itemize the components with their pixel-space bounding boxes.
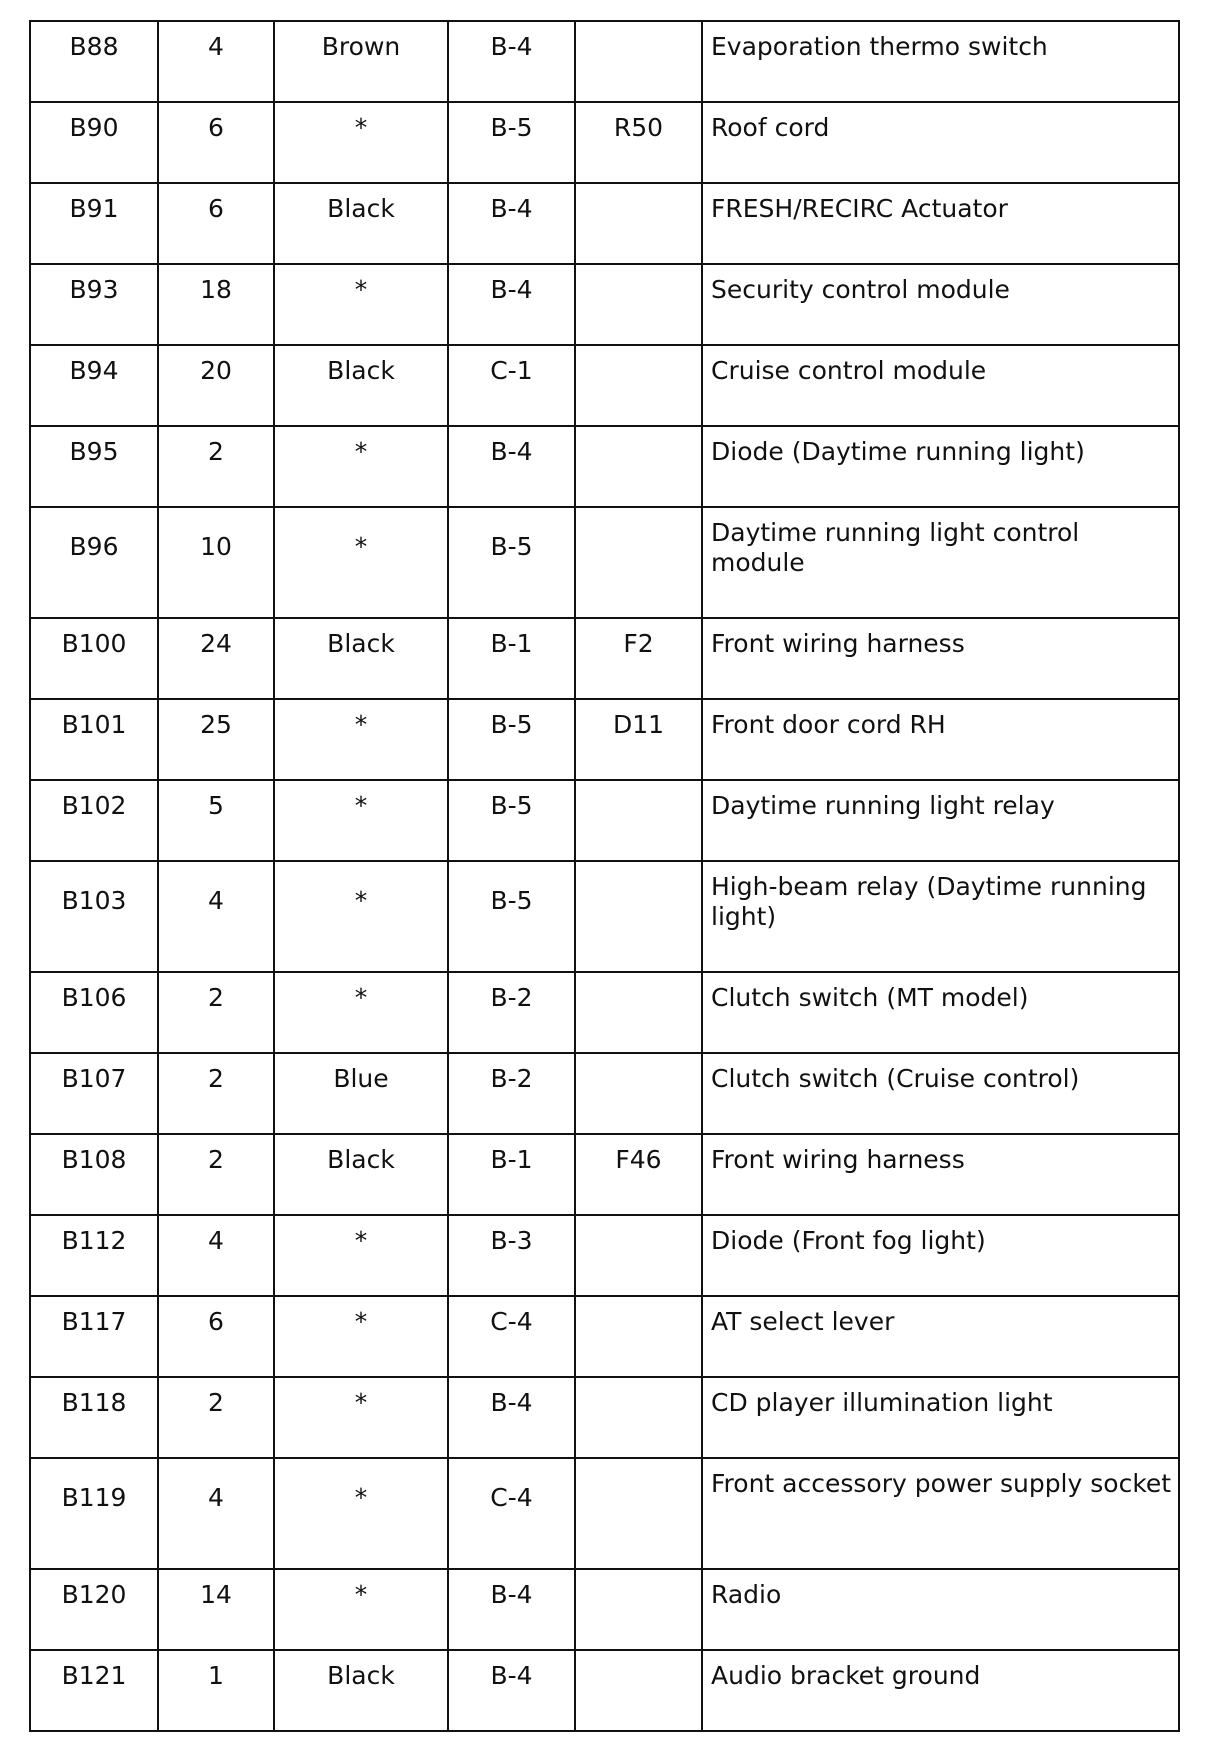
pins-cell: 18 <box>158 264 274 345</box>
pins-cell: 24 <box>158 618 274 699</box>
pair-cell <box>575 1053 702 1134</box>
pins-cell: 14 <box>158 1569 274 1650</box>
table-row <box>30 1569 1179 1650</box>
table-row <box>30 21 1179 102</box>
color-cell: Brown <box>274 21 448 102</box>
pins-cell: 4 <box>158 21 274 102</box>
description-cell: Radio <box>702 1569 1179 1650</box>
pair-cell: F46 <box>575 1134 702 1215</box>
connector-cell: B102 <box>30 780 158 861</box>
grid-cell: B-2 <box>448 972 575 1053</box>
description-cell: Daytime running light control module <box>702 507 1179 618</box>
description-cell: Cruise control module <box>702 345 1179 426</box>
pins-cell: 10 <box>158 507 274 618</box>
color-cell: * <box>274 264 448 345</box>
table-row <box>30 264 1179 345</box>
color-cell: * <box>274 780 448 861</box>
description-cell: High-beam relay (Daytime running light) <box>702 861 1179 972</box>
connector-cell: B119 <box>30 1458 158 1569</box>
grid-cell: B-3 <box>448 1215 575 1296</box>
pair-cell <box>575 1458 702 1569</box>
connector-cell: B103 <box>30 861 158 972</box>
connector-cell: B90 <box>30 102 158 183</box>
grid-cell: B-5 <box>448 780 575 861</box>
connector-cell: B118 <box>30 1377 158 1458</box>
description-cell: Front accessory power supply socket <box>702 1458 1179 1569</box>
pair-cell <box>575 1377 702 1458</box>
pair-cell: R50 <box>575 102 702 183</box>
table-row <box>30 507 1179 618</box>
connector-cell: B100 <box>30 618 158 699</box>
connector-cell: B112 <box>30 1215 158 1296</box>
description-cell: Diode (Daytime running light) <box>702 426 1179 507</box>
grid-cell: B-4 <box>448 21 575 102</box>
pair-cell <box>575 264 702 345</box>
table-row <box>30 699 1179 780</box>
connector-cell: B117 <box>30 1296 158 1377</box>
connector-cell: B101 <box>30 699 158 780</box>
connector-cell: B93 <box>30 264 158 345</box>
table-row <box>30 1053 1179 1134</box>
pins-cell: 4 <box>158 1215 274 1296</box>
description-cell: Security control module <box>702 264 1179 345</box>
grid-cell: C-4 <box>448 1296 575 1377</box>
pair-cell <box>575 507 702 618</box>
table-row <box>30 102 1179 183</box>
pair-cell <box>575 972 702 1053</box>
pins-cell: 20 <box>158 345 274 426</box>
pins-cell: 2 <box>158 426 274 507</box>
table-row <box>30 1458 1179 1569</box>
table-row <box>30 183 1179 264</box>
pair-cell <box>575 426 702 507</box>
connector-cell: B108 <box>30 1134 158 1215</box>
pair-cell <box>575 780 702 861</box>
table-row <box>30 618 1179 699</box>
color-cell: * <box>274 699 448 780</box>
description-cell: Clutch switch (Cruise control) <box>702 1053 1179 1134</box>
pins-cell: 6 <box>158 183 274 264</box>
pins-cell: 6 <box>158 1296 274 1377</box>
grid-cell: B-4 <box>448 264 575 345</box>
table-row <box>30 1215 1179 1296</box>
pair-cell <box>575 1215 702 1296</box>
connector-cell: B88 <box>30 21 158 102</box>
description-cell: Clutch switch (MT model) <box>702 972 1179 1053</box>
color-cell: * <box>274 1377 448 1458</box>
table-row <box>30 861 1179 972</box>
connector-cell: B95 <box>30 426 158 507</box>
description-cell: Roof cord <box>702 102 1179 183</box>
pair-cell <box>575 1569 702 1650</box>
grid-cell: B-4 <box>448 183 575 264</box>
pair-cell: F2 <box>575 618 702 699</box>
color-cell: * <box>274 972 448 1053</box>
color-cell: * <box>274 507 448 618</box>
color-cell: * <box>274 426 448 507</box>
color-cell: * <box>274 861 448 972</box>
grid-cell: C-1 <box>448 345 575 426</box>
pair-cell: D11 <box>575 699 702 780</box>
description-cell: Front wiring harness <box>702 618 1179 699</box>
grid-cell: C-4 <box>448 1458 575 1569</box>
pins-cell: 5 <box>158 780 274 861</box>
pins-cell: 2 <box>158 1134 274 1215</box>
grid-cell: B-4 <box>448 1377 575 1458</box>
grid-cell: B-4 <box>448 1650 575 1731</box>
table-body <box>30 21 1179 1731</box>
pair-cell <box>575 861 702 972</box>
color-cell: * <box>274 102 448 183</box>
description-cell: Daytime running light relay <box>702 780 1179 861</box>
color-cell: Black <box>274 183 448 264</box>
table-row <box>30 972 1179 1053</box>
grid-cell: B-2 <box>448 1053 575 1134</box>
connector-cell: B96 <box>30 507 158 618</box>
grid-cell: B-5 <box>448 102 575 183</box>
connector-cell: B91 <box>30 183 158 264</box>
color-cell: * <box>274 1458 448 1569</box>
table-row <box>30 1296 1179 1377</box>
connector-table <box>29 20 1180 1732</box>
pins-cell: 2 <box>158 972 274 1053</box>
grid-cell: B-4 <box>448 426 575 507</box>
description-cell: AT select lever <box>702 1296 1179 1377</box>
pins-cell: 1 <box>158 1650 274 1731</box>
table-row <box>30 1377 1179 1458</box>
connector-cell: B107 <box>30 1053 158 1134</box>
connector-cell: B106 <box>30 972 158 1053</box>
connector-cell: B121 <box>30 1650 158 1731</box>
pair-cell <box>575 345 702 426</box>
pins-cell: 25 <box>158 699 274 780</box>
pair-cell <box>575 183 702 264</box>
color-cell: * <box>274 1215 448 1296</box>
pins-cell: 4 <box>158 1458 274 1569</box>
grid-cell: B-5 <box>448 861 575 972</box>
pair-cell <box>575 1650 702 1731</box>
table-row <box>30 1650 1179 1731</box>
description-cell: Front wiring harness <box>702 1134 1179 1215</box>
table-row <box>30 780 1179 861</box>
pair-cell <box>575 21 702 102</box>
grid-cell: B-1 <box>448 1134 575 1215</box>
grid-cell: B-4 <box>448 1569 575 1650</box>
color-cell: Black <box>274 1650 448 1731</box>
description-cell: FRESH/RECIRC Actuator <box>702 183 1179 264</box>
color-cell: Black <box>274 1134 448 1215</box>
pins-cell: 6 <box>158 102 274 183</box>
color-cell: * <box>274 1296 448 1377</box>
color-cell: Black <box>274 618 448 699</box>
grid-cell: B-5 <box>448 507 575 618</box>
table-row <box>30 1134 1179 1215</box>
description-cell: Audio bracket ground <box>702 1650 1179 1731</box>
pins-cell: 4 <box>158 861 274 972</box>
connector-cell: B120 <box>30 1569 158 1650</box>
color-cell: Black <box>274 345 448 426</box>
color-cell: Blue <box>274 1053 448 1134</box>
connector-cell: B94 <box>30 345 158 426</box>
color-cell: * <box>274 1569 448 1650</box>
description-cell: Front door cord RH <box>702 699 1179 780</box>
description-cell: Evaporation thermo switch <box>702 21 1179 102</box>
table-row <box>30 345 1179 426</box>
description-cell: CD player illumination light <box>702 1377 1179 1458</box>
grid-cell: B-1 <box>448 618 575 699</box>
pins-cell: 2 <box>158 1377 274 1458</box>
pair-cell <box>575 1296 702 1377</box>
grid-cell: B-5 <box>448 699 575 780</box>
pins-cell: 2 <box>158 1053 274 1134</box>
description-cell: Diode (Front fog light) <box>702 1215 1179 1296</box>
table-row <box>30 426 1179 507</box>
